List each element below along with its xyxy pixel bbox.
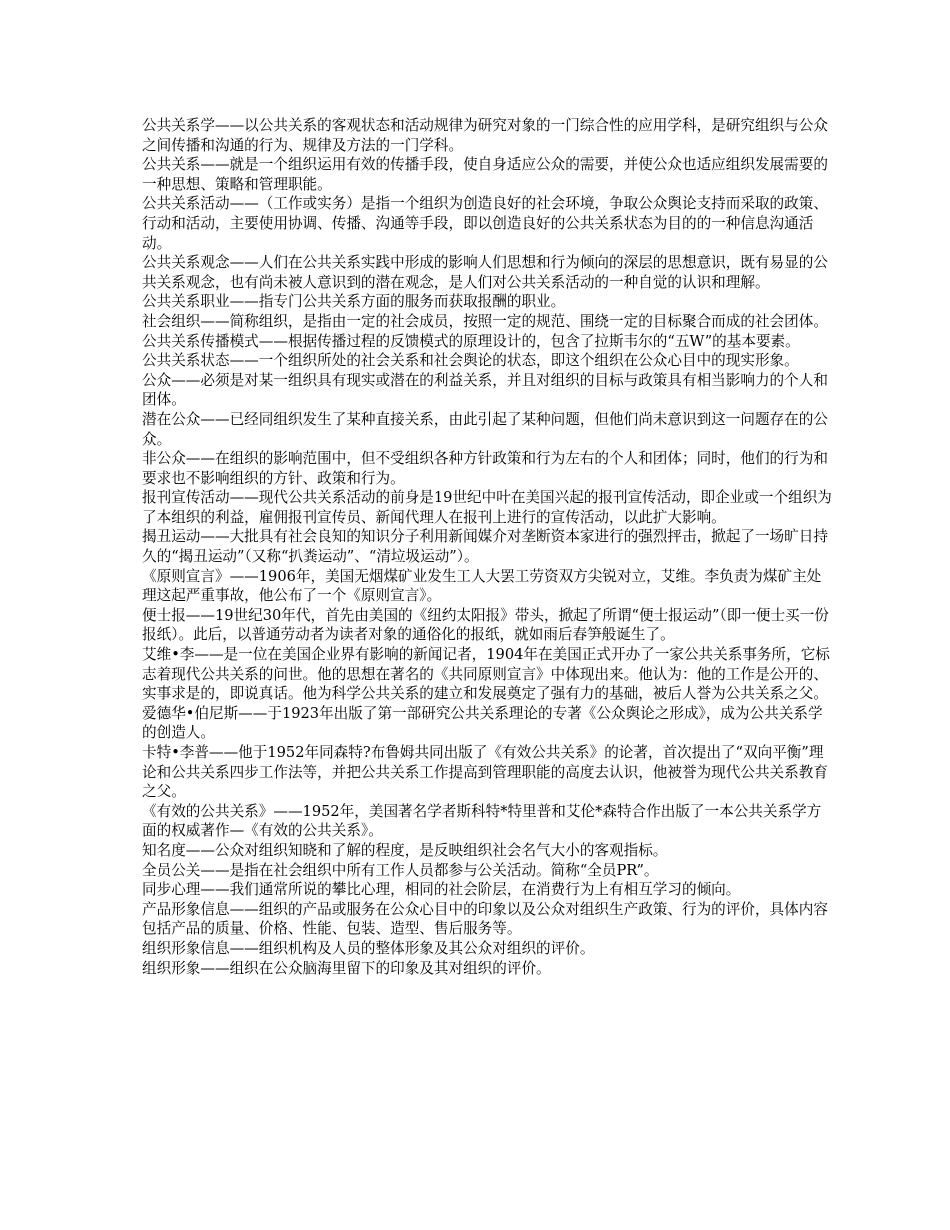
term-organization-image: 组织形象——组织在公众脑海里留下的印象及其对组织的评价。 [142,959,551,977]
term-declaration-of-principles: 《原则宣言》——1906年，美国无烟煤矿业发生工人大罢工劳资双方尖锐对立，艾维。李负责为煤矿主处理这起严重事故，他公布了一个《原则宣言》。 [142,567,822,605]
term-pr-profession: 公共关系职业——指专门公共关系方面的服务而获取报酬的职业。 [142,293,566,311]
term-pr-communication-model: 公共关系传播模式——根据传播过程的反馈模式的原理设计的，包含了拉斯韦尔的“五W”的基本要素。 [142,332,800,350]
term-pr-state: 公共关系状态——一个组织所处的社会关系和社会舆论的状态，即这个组织在公众心目中的现实形象。 [142,352,799,370]
term-effective-public-relations: 《有效的公共关系》——1952年，美国著名学者斯科特*特里普和艾伦*森特合作出版了一本公共关系学方面的权威著作—《有效的公共关系》。 [142,802,822,840]
term-press-agentry: 报刊宣传活动——现代公共关系活动的前身是19世纪中叶在美国兴起的报刊宣传活动，即企业或一个组织为了本组织的利益，雇佣报刊宣传员、新闻代理人在报刊上进行的宣传活动，以此扩大影响。 [142,489,832,526]
term-public-relations: 公共关系——就是一个组织运用有效的传播手段，使自身适应公众的需要，并使公众也适应组织发展需要的一种思想、策略和管理职能。 [142,156,828,193]
term-pr-activity: 公共关系活动——（工作或实务）是指一个组织为创造良好的社会环境，争取公众舆论支持而采取的政策、行动和活动，主要使用协调、传播、沟通等手段，即以创造良好的公共关系状态为目的的一种信息沟通活动。 [142,195,828,252]
term-awareness: 知名度——公众对组织知晓和了解的程度，是反映组织社会名气大小的客观指标。 [142,841,668,859]
term-penny-press: 便士报——19世纪30年代，首先由美国的《纽约太阳报》带头，掀起了所谓“便士报运动”（即一便士买一份报纸）。此后，以普通劳动者为读者对象的通俗化的报纸，就如雨后春笋般诞生了。 [142,606,829,644]
term-organization-image-info: 组织形象信息——组织机构及人员的整体形象及其公众对组织的评价。 [142,939,595,957]
term-ivy-lee: 艾维•李——是一位在美国企业界有影响的新闻记者，1904年在美国正式开办了一家公共关系事务所，它标志着现代公共关系的问世。他的思想在著名的《共同原则宣言》中体现出来。他认为：他的工作是公开的、实事求是的，即说真话。他为科学公共关系的建立和发展奠定了强有力的基础，被后人誉为公共关系之父。 [142,646,830,703]
term-cutlip: 卡特•李普——他于1952年同森特?布鲁姆共同出版了《有效公共关系》的论著，首次提出了“双向平衡”理论和公共关系四步工作法等，并把公共关系工作提高到管理职能的高度去认识，他被誉为现代公共关系教育之父。 [142,744,828,801]
term-muckraking: 揭丑运动——大批具有社会良知的知识分子利用新闻媒介对垄断资本家进行的强烈抨击，掀起了一场旷日持久的“揭丑运动”（又称“扒粪运动”、“清垃圾运动”）。 [142,528,828,566]
term-public-relations-science: 公共关系学——以公共关系的客观状态和活动规律为研究对象的一门综合性的应用学科，是研究组织与公众之间传播和沟通的行为、规律及方法的一门学科。 [142,117,828,154]
term-all-staff-pr: 全员公关——是指在社会组织中所有工作人员都参与公关活动。简称“全员PR”。 [142,861,659,879]
term-synchronous-psychology: 同步心理——我们通常所说的攀比心理，相同的社会阶层，在消费行为上有相互学习的倾向。 [142,881,741,899]
document-body [142,116,832,978]
term-edward-bernays: 爱德华•伯尼斯——于1923年出版了第一部研究公共关系理论的专著《公众舆论之形成》，成为公共关系学的创造人。 [142,704,823,742]
term-non-public: 非公众——在组织的影响范围中，但不受组织各种方针政策和行为左右的个人和团体；同时，他们的行为和要求也不影响组织的方针、政策和行为。 [142,450,828,487]
term-potential-public: 潜在公众——已经同组织发生了某种直接关系，由此引起了某种问题，但他们尚未意识到这一问题存在的公众。 [142,410,828,448]
term-public: 公众——必须是对某一组织具有现实或潜在的利益关系，并且对组织的目标与政策具有相当影响力的个人和团体。 [142,371,828,409]
term-pr-concept: 公共关系观念——人们在公共关系实践中形成的影响人们思想和行为倾向的深层的思想意识，既有易显的公共关系观念，也有尚未被人意识到的潜在观念，是人们对公共关系活动的一种自觉的认识和理解。 [142,254,828,291]
term-social-organization: 社会组织——简称组织，是指由一定的社会成员，按照一定的规范、围绕一定的目标聚合而成的社会团体。 [142,312,828,330]
term-product-image-info: 产品形象信息——组织的产品或服务在公众心目中的印象以及公众对组织生产政策、行为的评价，具体内容包括产品的质量、价格、性能、包装、造型、售后服务等。 [142,900,828,938]
